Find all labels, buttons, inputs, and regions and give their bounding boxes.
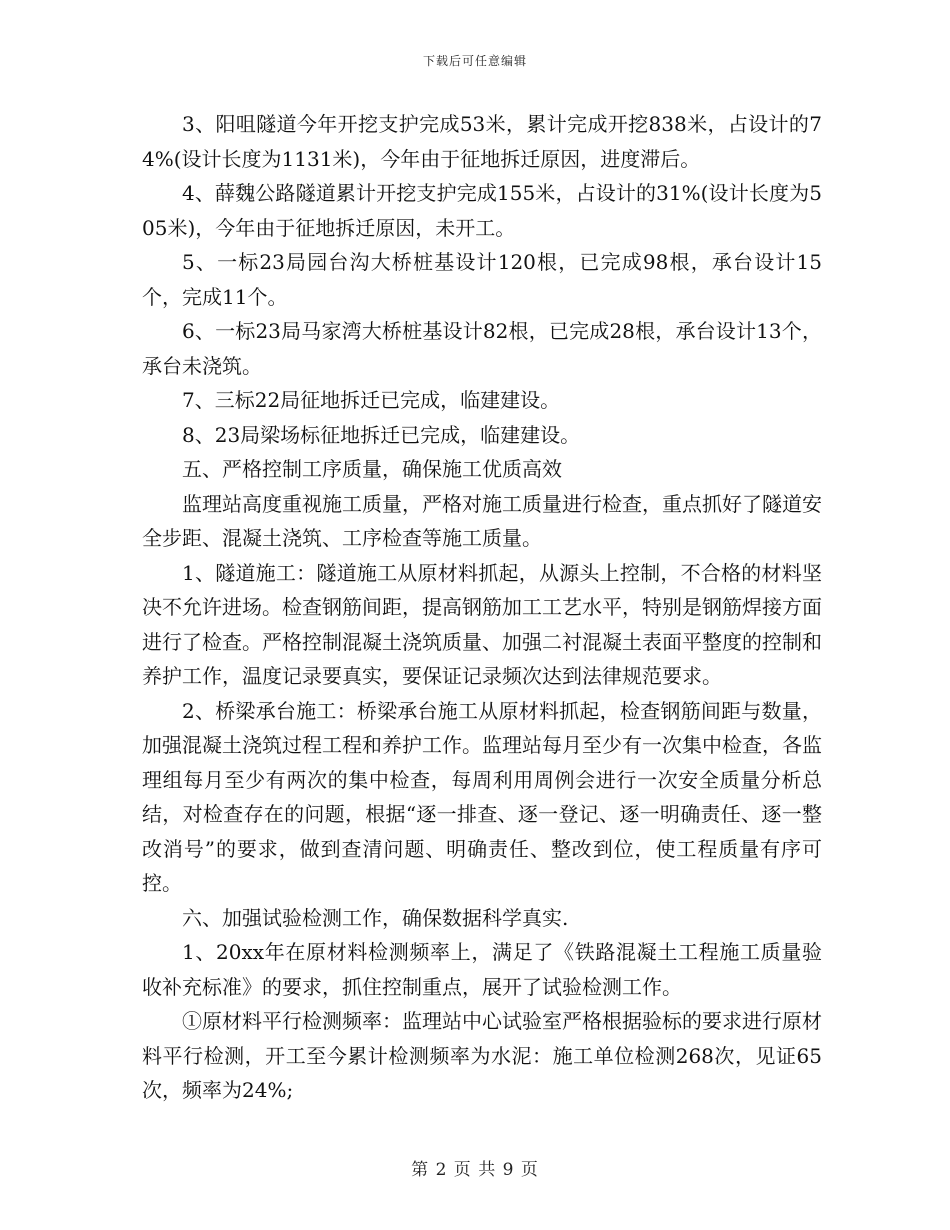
paragraph: 1、隧道施工：隧道施工从原材料抓起，从源头上控制，不合格的材料坚决不允许进场。检查钢筋间距，提高钢筋加工工艺水平，特别是钢筋焊接方面进行了检查。严格控制混凝土浇筑质量、加强二衬混凝土表面平整度的控制和养护工作，温度记录要真实，要保证记录频次达到法律规范要求。	[142, 560, 822, 688]
paragraph: 监理站高度重视施工质量，严格对施工质量进行检查，重点抓好了隧道安全步距、混凝土浇筑、工序检查等施工质量。	[142, 491, 822, 550]
paragraph: 2、桥梁承台施工：桥梁承台施工从原材料抓起，检查钢筋间距与数量，加强混凝土浇筑过程工程和养护工作。监理站每月至少有一次集中检查，各监理组每月至少有两次的集中检查，每周利用周例会进行一次安全质量分析总结，对检查存在的问题，根据“逐一排查、逐一登记、逐一明确责任、逐一整改消号”的要求，做到查清问题、明确责任、整改到位，使工程质量有序可控。	[142, 698, 822, 895]
paragraph: 1、20xx年在原材料检测频率上，满足了《铁路混凝土工程施工质量验收补充标准》的要求，抓住控制重点，展开了试验检测工作。	[142, 940, 822, 999]
page-number-footer: 第 2 页 共 9 页	[411, 1160, 539, 1180]
paragraph: 4、薛魏公路隧道累计开挖支护完成155米，占设计的31%(设计长度为505米)，今年由于征地拆迁原因，未开工。	[142, 181, 822, 240]
paragraph: 6、一标23局马家湾大桥桩基设计82根，已完成28根，承台设计13个，承台未浇筑。	[142, 319, 822, 378]
paragraph: 3、阳咀隧道今年开挖支护完成53米，累计完成开挖838米，占设计的74%(设计长度为1131米)，今年由于征地拆迁原因，进度滞后。	[142, 112, 822, 171]
paragraph: 8、23局梁场标征地拆迁已完成，临建建设。	[182, 422, 581, 447]
paragraph: 5、一标23局园台沟大桥桩基设计120根，已完成98根，承台设计15个，完成11个。	[142, 250, 822, 309]
section-heading: 六、加强试验检测工作，确保数据科学真实.	[182, 905, 569, 930]
document-body	[142, 107, 822, 1108]
section-heading: 五、严格控制工序质量，确保施工优质高效	[182, 457, 562, 481]
paragraph: 7、三标22局征地拆迁已完成，临建建设。	[182, 388, 561, 412]
page-header-note: 下载后可任意编辑	[422, 54, 527, 68]
paragraph: ①原材料平行检测频率：监理站中心试验室严格根据验标的要求进行原材料平行检测，开工至今累计检测频率为水泥：施工单位检测268次，见证65次，频率为24%;	[142, 1009, 822, 1102]
